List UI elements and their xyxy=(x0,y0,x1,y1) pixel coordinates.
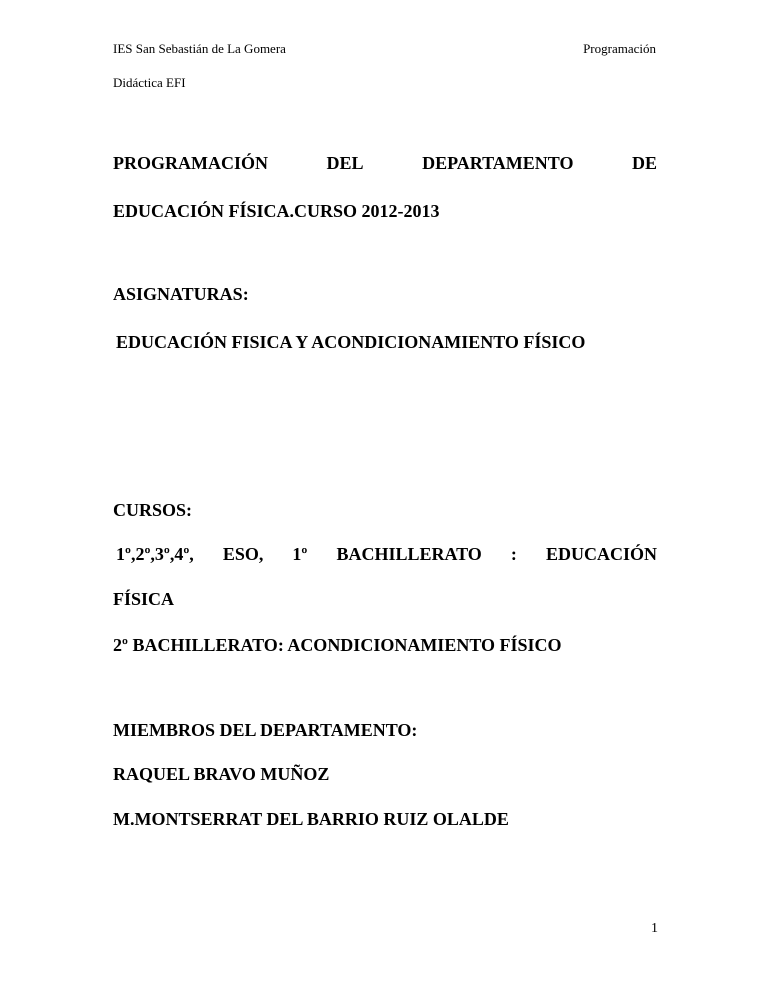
cursos-word: ESO, xyxy=(222,544,264,564)
title-line-1 xyxy=(113,152,657,174)
title-word: DE xyxy=(631,153,657,173)
cursos-line-1 xyxy=(116,543,657,565)
miembro-name: RAQUEL BRAVO MUÑOZ xyxy=(113,764,330,784)
cursos-word: 1º xyxy=(292,544,308,564)
miembros-label: MIEMBROS DEL DEPARTAMENTO: xyxy=(113,720,418,740)
title-word: DEPARTAMENTO xyxy=(422,153,574,173)
cursos-word: : xyxy=(510,544,517,564)
miembro-name: M.MONTSERRAT DEL BARRIO RUIZ OLALDE xyxy=(113,809,509,829)
cursos-word: BACHILLERATO xyxy=(336,544,482,564)
asignaturas-value: EDUCACIÓN FISICA Y ACONDICIONAMIENTO FÍSICO xyxy=(116,332,586,352)
title-line-2: EDUCACIÓN FÍSICA.CURSO 2012-2013 xyxy=(113,201,440,221)
title-word: PROGRAMACIÓN xyxy=(113,153,268,173)
header-subtitle: Didáctica EFI xyxy=(113,75,186,90)
page-number: 1 xyxy=(651,921,658,936)
cursos-word: 1º,2º,3º,4º, xyxy=(116,544,194,564)
cursos-line-2: FÍSICA xyxy=(113,589,175,609)
title-word: DEL xyxy=(326,153,364,173)
cursos-label: CURSOS: xyxy=(113,500,193,520)
header-programacion: Programación xyxy=(583,41,656,56)
header-school: IES San Sebastián de La Gomera xyxy=(113,41,286,56)
cursos-line-3: 2º BACHILLERATO: ACONDICIONAMIENTO FÍSICO xyxy=(113,635,562,655)
cursos-word: EDUCACIÓN xyxy=(545,544,657,564)
asignaturas-label: ASIGNATURAS: xyxy=(113,284,249,304)
